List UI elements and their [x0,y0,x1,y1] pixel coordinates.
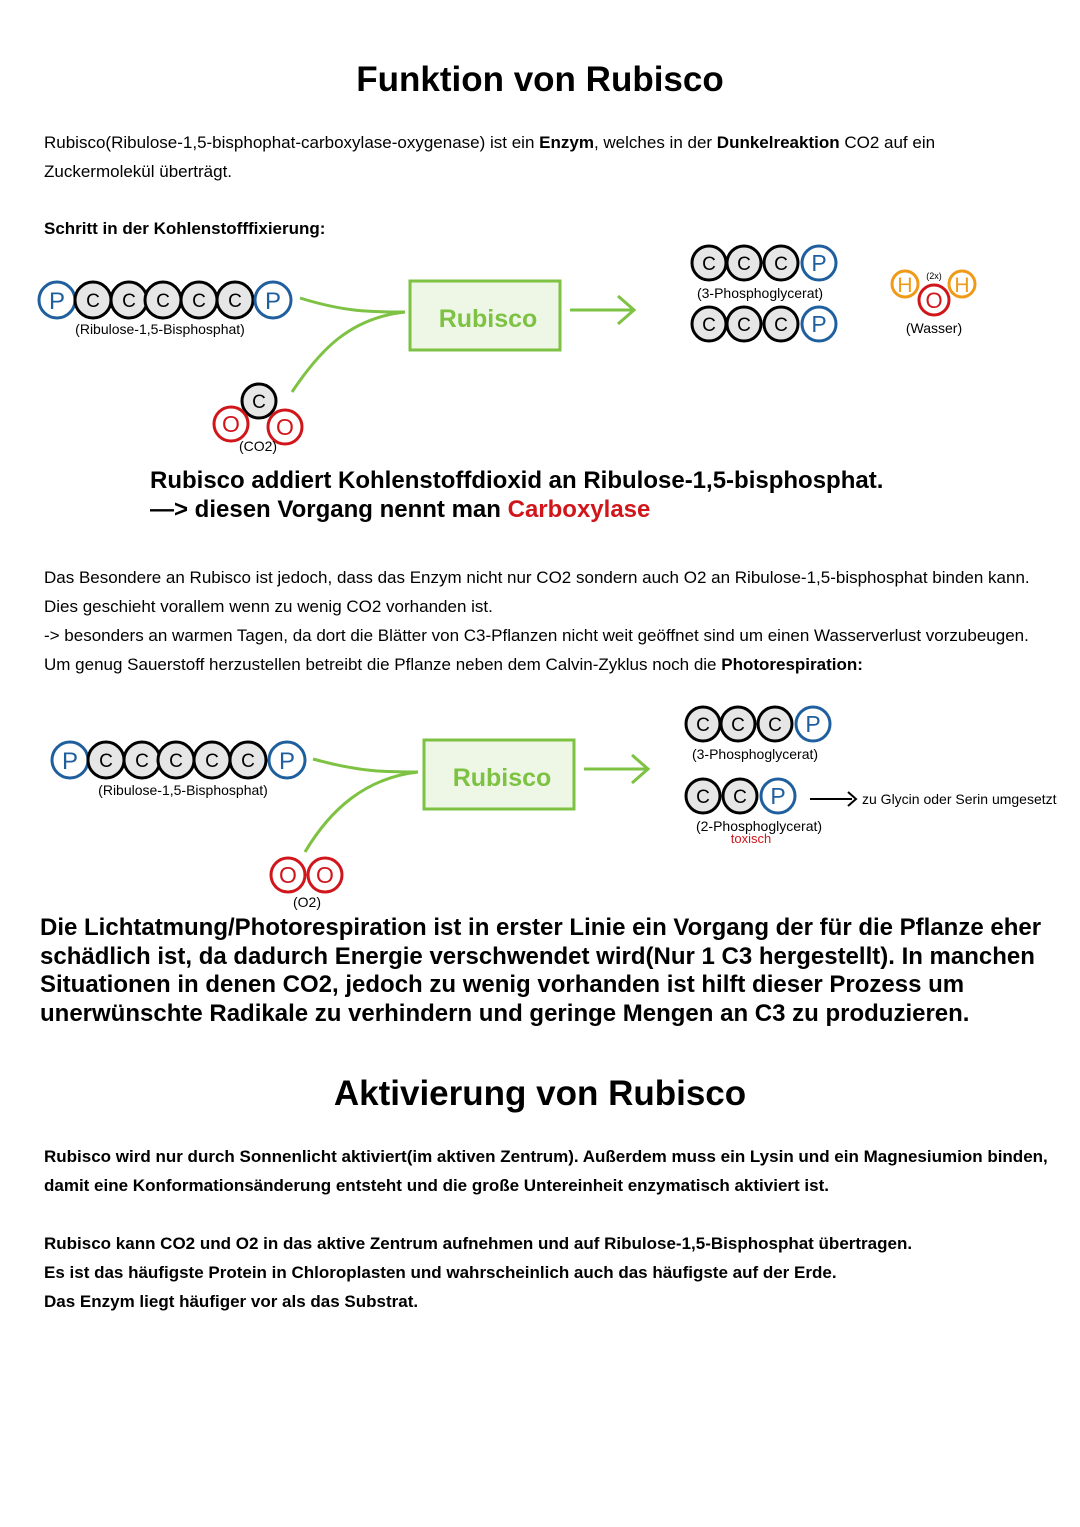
co2-molecule [214,384,302,444]
svg-text:P: P [770,783,786,809]
svg-text:P: P [48,288,66,315]
rubisco-label-2: Rubisco [452,764,552,792]
svg-text:C: C [733,787,747,808]
svg-text:C: C [228,291,242,312]
svg-text:C: C [774,254,788,275]
conversion-label: zu Glycin oder Serin umgesetzt [862,791,1057,807]
svg-text:O: O [222,411,240,437]
reaction-arrow [570,296,634,324]
properties-line3: Das Enzym liegt häufiger vor als das Substrat. [44,1292,419,1311]
co2-label: (CO2) [238,438,278,454]
svg-text:P: P [61,748,79,775]
rubisco-label: Rubisco [438,305,538,333]
activation-paragraph: Rubisco wird nur durch Sonnenlicht aktiviert(im aktiven Zentrum). Außerdem muss ein Lysin und ein Magnesiumion binden, damit eine Konformationsänderung entsteht und die große Untereinheit enzymatisch aktiviert ist. [44,1147,1048,1195]
special-paragraph: Das Besondere an Rubisco ist jedoch, dass das Enzym nicht nur CO2 sondern auch O2 an Ribulose-1,5-bisphosphat binden kann. Dies geschieht vorallem wenn zu wenig CO2 vorhanden ist. [44,568,1030,616]
page-title: Funktion von Rubisco [356,60,724,99]
svg-text:C: C [702,254,716,275]
intro-bold-dunkelreaktion: Dunkelreaktion [716,133,840,152]
properties-line1: Rubisco kann CO2 und O2 in das aktive Zentrum aufnehmen und auf Ribulose-1,5-Bisphosphat übertragen. [44,1234,913,1253]
svg-text:C: C [122,291,136,312]
phosphoglycerate-molecule-1 [692,246,836,280]
svg-text:C: C [241,751,255,772]
svg-text:C: C [737,254,751,275]
photorespiration-bold: Photorespiration: [721,655,863,674]
svg-text:H: H [897,274,913,297]
phosphoglycerate-molecule-3 [686,707,830,741]
photorespiration-text: -> besonders an warmen Tagen, da dort die Blätter von C3-Pflanzen nicht weit geöffnet sind um einen Wasserverlust vorzubeugen. Um genug Sauerstoff herzustellen betreibt die Pflanze neben dem Calvin-Zyklus noch die [44,626,1029,674]
ribulose-bisphosphate-molecule [39,282,291,318]
intro-bold-enzym: Enzym [539,133,594,152]
summary-prefix: —> diesen Vorgang nennt man [150,496,508,523]
svg-text:C: C [731,715,745,736]
svg-text:C: C [192,291,206,312]
properties-line2: Es ist das häufigste Protein in Chloroplasten und wahrscheinlich auch das häufigste auf der Erde. [44,1263,837,1282]
substrate-label: (Ribulose-1,5-Bisphosphat) [75,321,245,337]
co2-arrow [292,312,405,392]
step-heading: Schritt in der Kohlenstofffixierung: [44,219,326,238]
svg-text:C: C [86,291,100,312]
water-label: (Wasser) [905,320,963,336]
o2-molecule [271,858,342,892]
photorespiration-summary: Die Lichtatmung/Photorespiration ist in erster Linie ein Vorgang der für die Pflanze eher schädlich ist, da dadurch Energie verschwendet wird(Nur 1 C3 hergestellt). In manchen Situationen in denen CO2, jedoch zu wenig vorhanden ist hilft dieser Prozess um unerwünschte Radikale zu verhindern und geringe Mengen an C3 zu produzieren. [40,914,1042,1027]
svg-text:H: H [954,274,970,297]
intro-text-3: CO2 auf ein Zuckermolekül überträgt. [44,133,936,181]
substrate-arrow-2 [313,759,418,772]
ribulose-bisphosphate-molecule-2 [52,742,305,778]
svg-text:O: O [316,862,334,888]
product2-label: (2-Phosphoglycerat) [695,818,823,834]
svg-text:C: C [702,315,716,336]
substrate-label-2: (Ribulose-1,5-Bisphosphat) [98,782,268,798]
svg-text:C: C [774,315,788,336]
conversion-arrow [810,792,856,806]
carboxylase-summary-line2 [150,495,650,524]
svg-text:C: C [696,715,710,736]
carboxylase-highlight: Carboxylase [507,496,651,523]
svg-text:P: P [811,250,827,276]
svg-text:C: C [156,291,170,312]
svg-text:C: C [737,315,751,336]
water-count: (2x) [926,271,942,281]
svg-text:O: O [276,414,294,440]
svg-text:C: C [205,751,219,772]
svg-text:P: P [811,311,827,337]
svg-text:C: C [252,392,266,413]
svg-text:C: C [99,751,113,772]
svg-text:C: C [696,787,710,808]
oxygenase-diagram [0,695,1080,915]
carboxylase-summary-line1: Rubisco addiert Kohlenstoffdioxid an Ribulose-1,5-bisphosphat. [150,467,884,494]
svg-text:P: P [805,711,821,737]
intro-paragraph [44,128,1044,186]
toxic-label: toxisch [730,831,772,846]
svg-text:P: P [278,748,296,775]
section2-title: Aktivierung von Rubisco [333,1074,747,1113]
phosphoglycerate-molecule-2 [692,307,836,341]
svg-text:C: C [135,751,149,772]
phosphoglycolate-molecule [686,779,795,813]
intro-text-2: , welches in der [593,133,717,152]
svg-text:P: P [264,288,282,315]
product1-label: (3-Phosphoglycerat) [691,746,819,762]
svg-text:C: C [169,751,183,772]
intro-text-1: Rubisco(Ribulose-1,5-bisphophat-carboxylase-oxygenase) ist ein [44,133,540,152]
carboxylase-diagram [0,235,1080,460]
o2-arrow [305,772,418,852]
svg-text:O: O [925,288,943,313]
svg-text:C: C [768,715,782,736]
substrate-arrow [300,298,405,312]
product-label: (3-Phosphoglycerat) [696,285,824,301]
o2-label: (O2) [293,894,321,910]
photorespiration-paragraph [44,621,1044,679]
svg-text:O: O [279,862,297,888]
reaction-arrow-2 [584,755,648,783]
